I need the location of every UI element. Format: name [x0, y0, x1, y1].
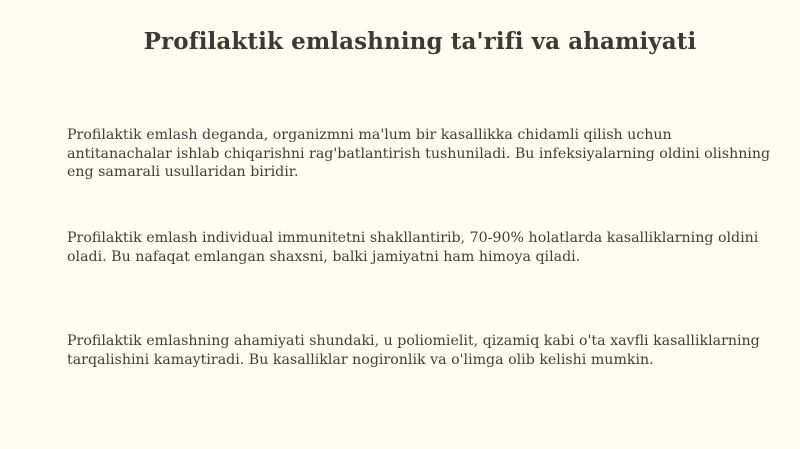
paragraph-definition: Profilaktik emlash deganda, organizmni ma'lum bir kasallikka chidamli qilish uchun antitanachalar ishlab chiqarishni rag'batlantirish tushuniladi. Bu infeksiyalarning oldini olishning eng samarali usullaridan biridir. — [67, 127, 771, 180]
paragraph-immunity: Profilaktik emlash individual immunitetni shakllantirib, 70-90% holatlarda kasalliklarning oldini oladi. Bu nafaqat emlangan shaxsni, balki jamiyatni ham himoya qiladi. — [67, 230, 759, 265]
slide-title: Profilaktik emlashning ta'rifi va ahamiyati — [143, 28, 697, 55]
paragraph-importance: Profilaktik emlashning ahamiyati shundaki, u poliomielit, qizamiq kabi o'ta xavfli kasalliklarning tarqalishini kamaytiradi. Bu kasalliklar nogironlik va o'limga olib kelishi mumkin. — [67, 333, 760, 368]
